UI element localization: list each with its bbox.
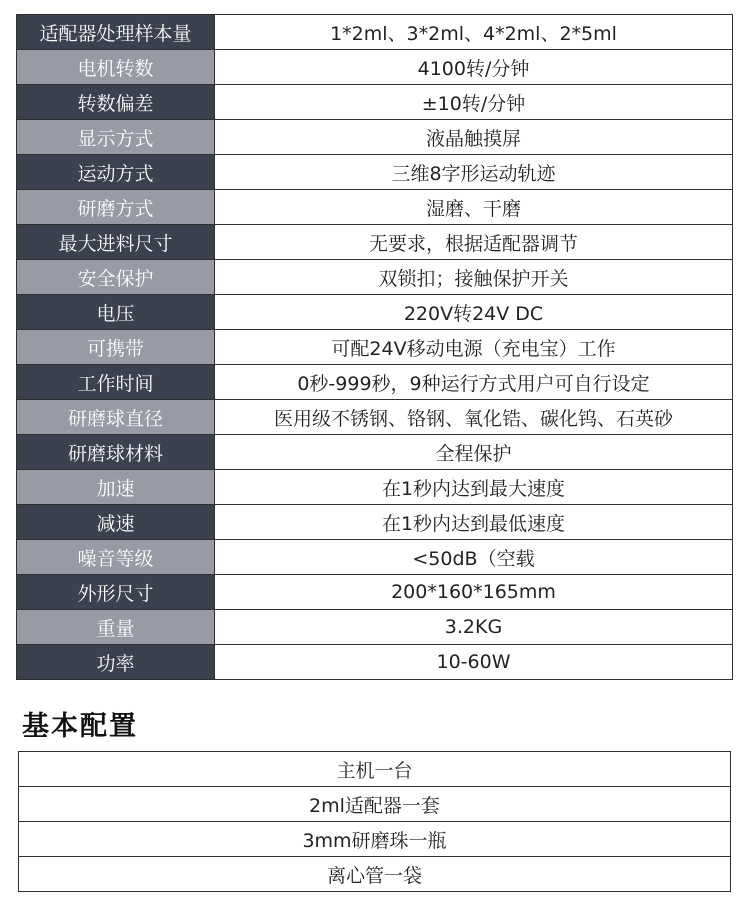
config-item: 离心管一袋 — [19, 857, 731, 892]
spec-label: 研磨方式 — [17, 190, 215, 225]
spec-label: 安全保护 — [17, 260, 215, 295]
spec-value: 湿磨、干磨 — [215, 190, 733, 225]
config-table — [18, 751, 731, 892]
spec-label: 功率 — [17, 645, 215, 680]
config-item: 2ml适配器一套 — [19, 787, 731, 822]
spec-value: 全程保护 — [215, 435, 733, 470]
spec-value: 双锁扣；接触保护开关 — [215, 260, 733, 295]
spec-value: 1*2ml、3*2ml、4*2ml、2*5ml — [215, 15, 733, 50]
spec-row — [17, 435, 733, 470]
spec-label: 电机转数 — [17, 50, 215, 85]
spec-value: 在1秒内达到最大速度 — [215, 470, 733, 505]
config-row — [19, 752, 731, 787]
spec-row — [17, 155, 733, 190]
spec-row — [17, 575, 733, 610]
spec-label: 可携带 — [17, 330, 215, 365]
config-table-body — [19, 752, 731, 892]
spec-value: 0秒-999秒，9种运行方式用户可自行设定 — [215, 365, 733, 400]
spec-label: 适配器处理样本量 — [17, 15, 215, 50]
spec-row — [17, 645, 733, 680]
spec-row — [17, 610, 733, 645]
spec-label: 重量 — [17, 610, 215, 645]
spec-value: 医用级不锈钢、铬钢、氧化锆、碳化钨、石英砂 — [215, 400, 733, 435]
spec-label: 转数偏差 — [17, 85, 215, 120]
spec-value: 10-60W — [215, 645, 733, 680]
spec-label: 减速 — [17, 505, 215, 540]
spec-value: 无要求，根据适配器调节 — [215, 225, 733, 260]
config-row — [19, 822, 731, 857]
spec-value: 在1秒内达到最低速度 — [215, 505, 733, 540]
spec-row — [17, 295, 733, 330]
config-item: 主机一台 — [19, 752, 731, 787]
spec-label: 外形尺寸 — [17, 575, 215, 610]
spec-label: 运动方式 — [17, 155, 215, 190]
spec-value: 4100转/分钟 — [215, 50, 733, 85]
config-row — [19, 857, 731, 892]
spec-row — [17, 50, 733, 85]
spec-value: ±10转/分钟 — [215, 85, 733, 120]
spec-row — [17, 260, 733, 295]
spec-value: 三维8字形运动轨迹 — [215, 155, 733, 190]
spec-value: 可配24V移动电源（充电宝）工作 — [215, 330, 733, 365]
spec-label: 噪音等级 — [17, 540, 215, 575]
spec-row — [17, 85, 733, 120]
config-row — [19, 787, 731, 822]
spec-label: 研磨球直径 — [17, 400, 215, 435]
spec-value: <50dB（空载 — [215, 540, 733, 575]
spec-label: 最大进料尺寸 — [17, 225, 215, 260]
spec-label: 研磨球材料 — [17, 435, 215, 470]
spec-row — [17, 120, 733, 155]
spec-row — [17, 190, 733, 225]
spec-label: 工作时间 — [17, 365, 215, 400]
spec-label: 显示方式 — [17, 120, 215, 155]
config-item: 3mm研磨珠一瓶 — [19, 822, 731, 857]
spec-label: 加速 — [17, 470, 215, 505]
spec-label: 电压 — [17, 295, 215, 330]
spec-row — [17, 400, 733, 435]
spec-value: 220V转24V DC — [215, 295, 733, 330]
spec-row — [17, 540, 733, 575]
spec-row — [17, 15, 733, 50]
spec-table-body — [17, 15, 733, 680]
spec-value: 3.2KG — [215, 610, 733, 645]
spec-row — [17, 365, 733, 400]
spec-table — [16, 14, 733, 680]
spec-row — [17, 330, 733, 365]
spec-value: 200*160*165mm — [215, 575, 733, 610]
section-title: 基本配置 — [22, 711, 138, 742]
spec-value: 液晶触摸屏 — [215, 120, 733, 155]
spec-row — [17, 470, 733, 505]
spec-row — [17, 225, 733, 260]
spec-row — [17, 505, 733, 540]
